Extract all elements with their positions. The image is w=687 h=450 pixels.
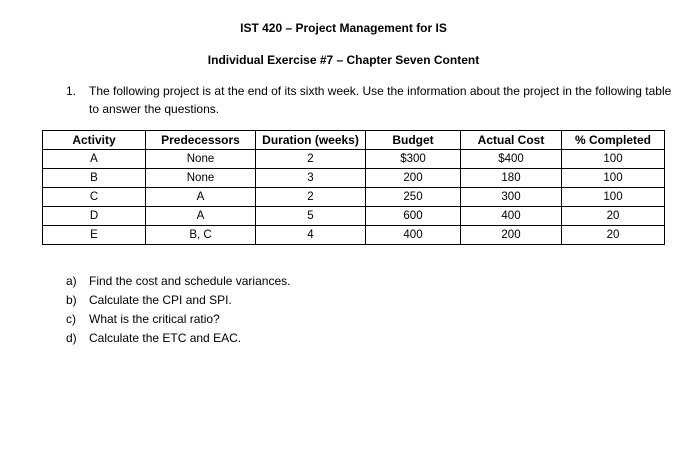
table-cell: E [43, 226, 146, 245]
table-cell: None [146, 150, 256, 169]
table-cell: 20 [562, 207, 665, 226]
table-cell: B [43, 169, 146, 188]
table-cell: D [43, 207, 146, 226]
sub-question-text: Calculate the CPI and SPI. [89, 293, 232, 307]
table-cell: 600 [366, 207, 461, 226]
table-cell: 100 [562, 150, 665, 169]
table-cell: 2 [256, 188, 366, 207]
sub-question-letter: b) [66, 293, 77, 307]
document-subtitle: Individual Exercise #7 – Chapter Seven Content [207, 53, 480, 67]
sub-question-letter: a) [66, 274, 77, 288]
table-cell: A [43, 150, 146, 169]
sub-question-c [66, 310, 566, 329]
sub-question-letter: c) [66, 312, 76, 326]
table-cell: 2 [256, 150, 366, 169]
sub-question-letter: d) [66, 331, 77, 345]
table-row [43, 226, 665, 245]
header-budget: Budget [366, 131, 461, 150]
table-cell: C [43, 188, 146, 207]
sub-question-text: Calculate the ETC and EAC. [89, 331, 242, 345]
table-cell: 400 [461, 207, 562, 226]
table-cell: 200 [366, 169, 461, 188]
header-activity: Activity [43, 131, 146, 150]
question-number: 1. [66, 84, 77, 98]
table-cell: 250 [366, 188, 461, 207]
table-cell: 100 [562, 188, 665, 207]
header-percent-completed: % Completed [562, 131, 665, 150]
table-cell: B, C [146, 226, 256, 245]
table-cell: 4 [256, 226, 366, 245]
header-predecessors: Predecessors [146, 131, 256, 150]
table-cell: 100 [562, 169, 665, 188]
table-row [43, 169, 665, 188]
table-cell: A [146, 188, 256, 207]
table-cell: 200 [461, 226, 562, 245]
table-row [43, 188, 665, 207]
table-cell: 180 [461, 169, 562, 188]
table-cell: A [146, 207, 256, 226]
header-actual-cost: Actual Cost [461, 131, 562, 150]
table-cell: 400 [366, 226, 461, 245]
table-cell: $400 [461, 150, 562, 169]
table-header-row [43, 131, 665, 150]
sub-question-text: Find the cost and schedule variances. [89, 274, 291, 288]
table-cell: $300 [366, 150, 461, 169]
project-table [42, 130, 665, 245]
document-title: IST 420 – Project Management for IS [240, 21, 447, 35]
table-cell: 3 [256, 169, 366, 188]
table-row [43, 207, 665, 226]
table-cell: 5 [256, 207, 366, 226]
sub-question-a [66, 272, 566, 291]
sub-question-list [66, 272, 566, 348]
question-text: The following project is at the end of its sixth week. Use the information about the project in the following table to answer the questions. [89, 84, 672, 116]
table-cell: 20 [562, 226, 665, 245]
table-cell: 300 [461, 188, 562, 207]
header-duration: Duration (weeks) [256, 131, 366, 150]
sub-question-b [66, 291, 566, 310]
sub-question-d [66, 329, 566, 348]
sub-question-text: What is the critical ratio? [89, 312, 220, 326]
table-cell: None [146, 169, 256, 188]
table-row [43, 150, 665, 169]
